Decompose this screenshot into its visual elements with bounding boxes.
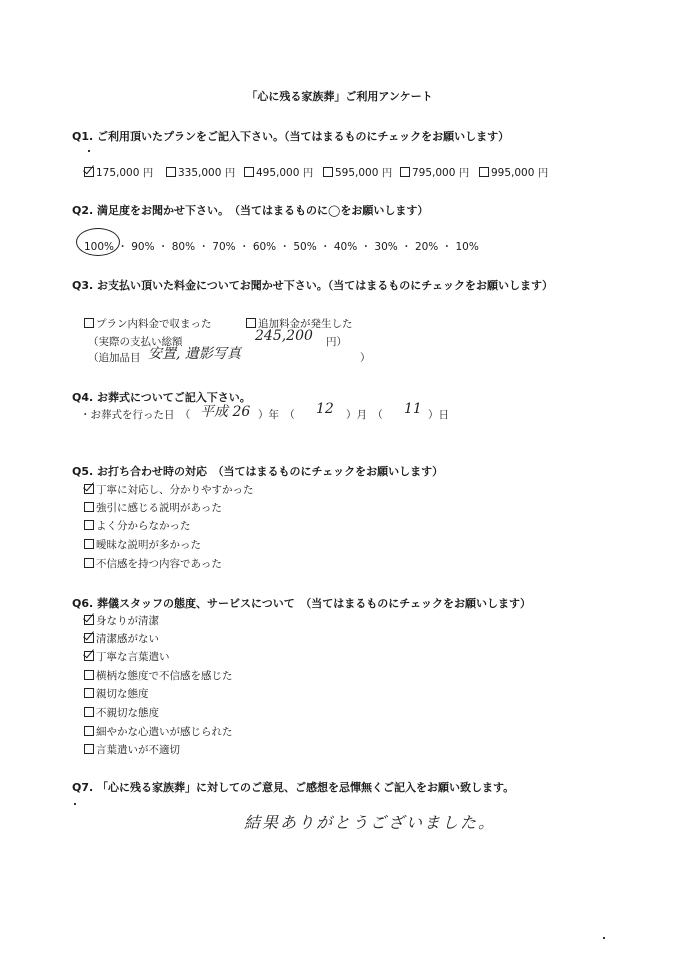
q1-option-5[interactable]: 795,000 円 — [400, 165, 469, 180]
q6-option-7[interactable]: 細やかな心遣いが感じられた — [84, 724, 233, 739]
q6-option-5[interactable]: 親切な態度 — [84, 686, 149, 701]
q6-option-4[interactable]: 横柄な態度で不信感を感じた — [84, 668, 233, 683]
q3-total-label: （実際の支払い総額 — [88, 336, 183, 348]
q1-option-3[interactable]: 495,000 円 — [244, 165, 313, 180]
q1-option-6[interactable]: 995,000 円 — [479, 165, 548, 180]
checkbox-icon[interactable] — [84, 670, 94, 680]
checkbox-icon[interactable] — [84, 502, 94, 512]
checkbox-icon[interactable] — [84, 615, 94, 625]
q2-option-7[interactable]: 40% — [333, 241, 358, 253]
q4-era-year[interactable]: 平成 26 — [200, 404, 251, 420]
survey-title: 「心に残る家族葬」ご利用アンケート — [246, 90, 433, 103]
q3-option-within-plan[interactable]: プラン内料金で収まった — [84, 316, 212, 331]
q2-option-1[interactable]: 100% — [84, 241, 115, 253]
checkbox-icon[interactable] — [244, 167, 254, 177]
checkbox-icon[interactable] — [400, 167, 410, 177]
q3-total-value[interactable]: 245,200 — [255, 328, 313, 344]
q5-option-3[interactable]: よく分からなかった — [84, 518, 191, 533]
checkbox-icon[interactable] — [84, 167, 94, 177]
q2-option-5[interactable]: 60% — [252, 241, 277, 253]
q2-option-4[interactable]: 70% — [212, 241, 236, 253]
checkbox-icon[interactable] — [84, 558, 94, 568]
q3-total-unit: 円） — [326, 336, 347, 348]
checkbox-icon[interactable] — [84, 744, 94, 754]
q3-option-additional[interactable]: 追加料金が発生した — [246, 316, 353, 331]
checkbox-icon[interactable] — [84, 633, 94, 643]
q7-heading: Q7. 「心に残る家族葬」に対してのご意見、ご感想を忌憚無くご記入をお願い致します。 — [72, 781, 515, 794]
q2-option-10[interactable]: 10% — [455, 241, 479, 253]
checkbox-icon[interactable] — [166, 167, 176, 177]
q3-items-value[interactable]: 安置, 遺影写真 — [148, 346, 241, 362]
checkbox-icon[interactable] — [323, 167, 333, 177]
q4-date-label: ・お葬式を行った日 （ — [80, 409, 191, 421]
q6-option-8[interactable]: 言葉遣いが不適切 — [84, 742, 180, 757]
q5-heading: Q5. お打ち合わせ時の対応 （当てはまるものにチェックをお願いします） — [72, 465, 444, 478]
q6-heading: Q6. 葬儀スタッフの態度、サービスについて （当てはまるものにチェックをお願いします） — [72, 597, 531, 610]
q2-option-3[interactable]: 80% — [171, 241, 196, 253]
q3-heading: Q3. お支払い頂いた料金についてお聞かせ下さい。（当てはまるものにチェックをお願いします） — [72, 279, 553, 292]
q6-option-1[interactable]: 身なりが清潔 — [84, 613, 159, 628]
checkbox-icon[interactable] — [84, 318, 94, 328]
checkbox-icon[interactable] — [84, 707, 94, 717]
checkbox-icon[interactable] — [84, 484, 94, 494]
q5-option-4[interactable]: 曖昧な説明が多かった — [84, 537, 201, 552]
q5-option-1[interactable]: 丁寧に対応し、分かりやすかった — [84, 482, 254, 497]
q2-options: 100% ・ 90% ・ 80% ・ 70% ・ 60% ・ 50% ・ 40% ・ 30% ・ 20% ・ 10% — [84, 241, 479, 253]
checkbox-icon[interactable] — [479, 167, 489, 177]
q7-answer[interactable]: 結果ありがとうございました。 — [244, 813, 497, 832]
checkbox-icon[interactable] — [84, 726, 94, 736]
q5-option-5[interactable]: 不信感を持つ内容であった — [84, 556, 222, 571]
q3-items-close: ） — [360, 352, 371, 364]
q2-heading: Q2. 満足度をお聞かせ下さい。 （当てはまるものに◯をお願いします） — [72, 204, 429, 217]
scan-speck — [603, 937, 605, 939]
q1-option-2[interactable]: 335,000 円 — [166, 165, 235, 180]
q4-month-unit: ）月 （ — [346, 409, 383, 421]
q3-items-label: （追加品目 — [88, 352, 141, 364]
q5-option-2[interactable]: 強引に感じる説明があった — [84, 500, 222, 515]
scan-speck — [88, 150, 90, 152]
q2-option-2[interactable]: 90% — [131, 241, 155, 253]
q4-day[interactable]: 11 — [404, 401, 422, 417]
checkbox-icon[interactable] — [84, 539, 94, 549]
q4-year-unit: ）年 （ — [258, 409, 295, 421]
q6-option-6[interactable]: 不親切な態度 — [84, 705, 159, 720]
checkbox-icon[interactable] — [246, 318, 256, 328]
q4-month[interactable]: 12 — [316, 401, 334, 417]
q6-option-3[interactable]: 丁寧な言葉遣い — [84, 649, 170, 664]
checkbox-icon[interactable] — [84, 520, 94, 530]
checkbox-icon[interactable] — [84, 688, 94, 698]
q2-option-8[interactable]: 30% — [374, 241, 398, 253]
scan-speck — [74, 803, 76, 805]
q1-option-1[interactable]: 175,000 円 — [84, 165, 153, 180]
q1-option-4[interactable]: 595,000 円 — [323, 165, 392, 180]
q2-option-6[interactable]: 50% — [293, 241, 317, 253]
q4-heading: Q4. お葬式についてご記入下さい。 — [72, 391, 251, 404]
q2-option-9[interactable]: 20% — [414, 241, 439, 253]
q6-option-2[interactable]: 清潔感がない — [84, 631, 159, 646]
q4-day-unit: ）日 — [428, 409, 449, 421]
q1-heading: Q1. ご利用頂いたプランをご記入下さい。（当てはまるものにチェックをお願いします） — [72, 130, 510, 143]
checkbox-icon[interactable] — [84, 651, 94, 661]
